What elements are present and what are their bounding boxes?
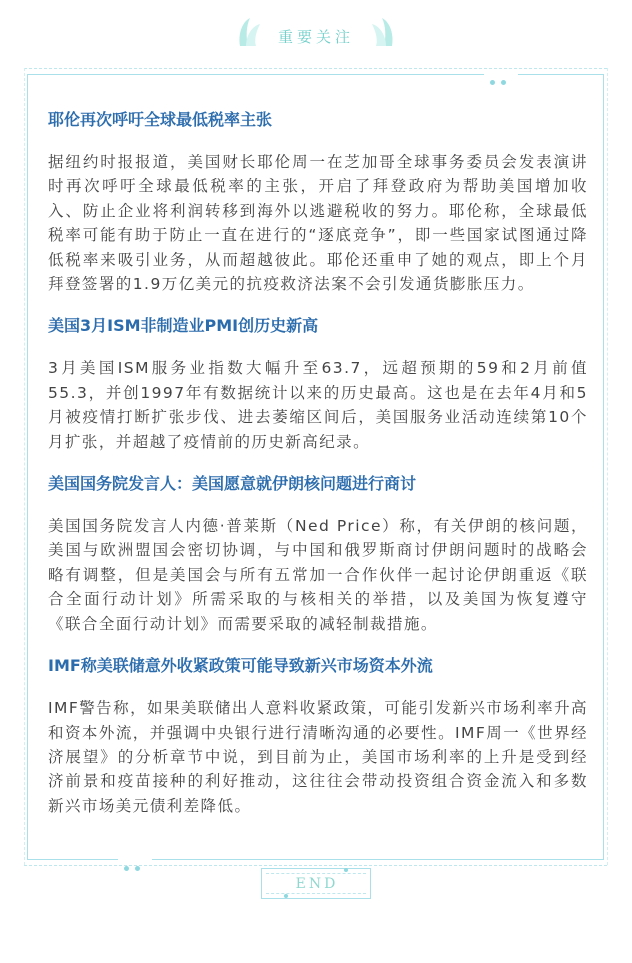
article-title: 美国3月ISM非制造业PMI创历史新高 [48, 316, 319, 336]
article-body: 美国国务院发言人内德·普莱斯（Ned Price）称，有关伊朗的核问题，美国与欧洲盟国会密切协调，与中国和俄罗斯商讨伊朗问题时的战略会略有调整，但是美国会与所有五常加一合作伙伴一起讨论伊朗重返《联合全面行动计划》所需采取的与核相关的举措，以及美国为恢复遵守《联合全面行动计划》而需要采取的减轻制裁措施。 [48, 517, 588, 633]
article-body: IMF警告称，如果美联储出人意料收紧政策，可能引发新兴市场利率升高和资本外流，并强调中央银行进行清晰沟通的必要性。IMF周一《世界经济展望》的分析章节中说，到目前为止，美国市场利率的上升是受到经济前景和疫苗接种的利好推动，这往往会带动投资组合资金流入和多数新兴市场美元债利差降低。 [48, 699, 588, 815]
article-item [48, 108, 588, 296]
frame-outer-right-border [607, 68, 608, 865]
end-dot-top [344, 868, 348, 872]
section-header [0, 12, 632, 52]
article-title: 耶伦再次呼吁全球最低税率主张 [48, 110, 273, 129]
article-item [48, 472, 588, 636]
article-body: 3月美国ISM服务业指数大幅升至63.7，远超预期的59和2月前值55.3，并创1997年有数据统计以来的历史最高。这也是在去年4月和5月被疫情打断扩张步伐、进去萎缩区间后，美国服务业活动连续第10个月扩张，并超越了疫情前的历史新高纪录。 [48, 359, 588, 451]
article-item [48, 654, 588, 818]
leaf-icon [368, 16, 396, 46]
article-title: IMF称美联储意外收紧政策可能导致新兴市场资本外流 [48, 656, 433, 676]
end-marker [261, 868, 371, 899]
header-title: 重要关注 [277, 28, 354, 46]
frame-outer-top-border [24, 68, 607, 69]
article-title: 美国国务院发言人：美国愿意就伊朗核问题进行商讨 [48, 474, 417, 494]
article-body: 据纽约时报报道，美国财长耶伦周一在芝加哥全球事务委员会发表演讲时再次呼吁全球最低税率的主张，开启了拜登政府为帮助美国增加收入、防止企业将利润转移到海外以逃避税收的努力。耶伦称，全球最低税率可能有助于防止一直在进行的“逐底竞争”，即一些国家试图通过降低税率来吸引业务，从而超越彼此。耶伦还重申了她的观点，即上个月拜登签署的1.9万亿美元的抗疫救济法案不会引发通货膨胀压力。 [48, 153, 588, 294]
article-item [48, 314, 588, 454]
end-dot-bottom [284, 894, 288, 898]
frame-dots-bottom [118, 856, 152, 864]
frame-outer-bottom-border [24, 865, 607, 866]
article-list [48, 108, 588, 836]
frame-outer-left-border [24, 68, 25, 865]
end-label: END [295, 876, 339, 892]
frame-dots-top [484, 70, 518, 78]
